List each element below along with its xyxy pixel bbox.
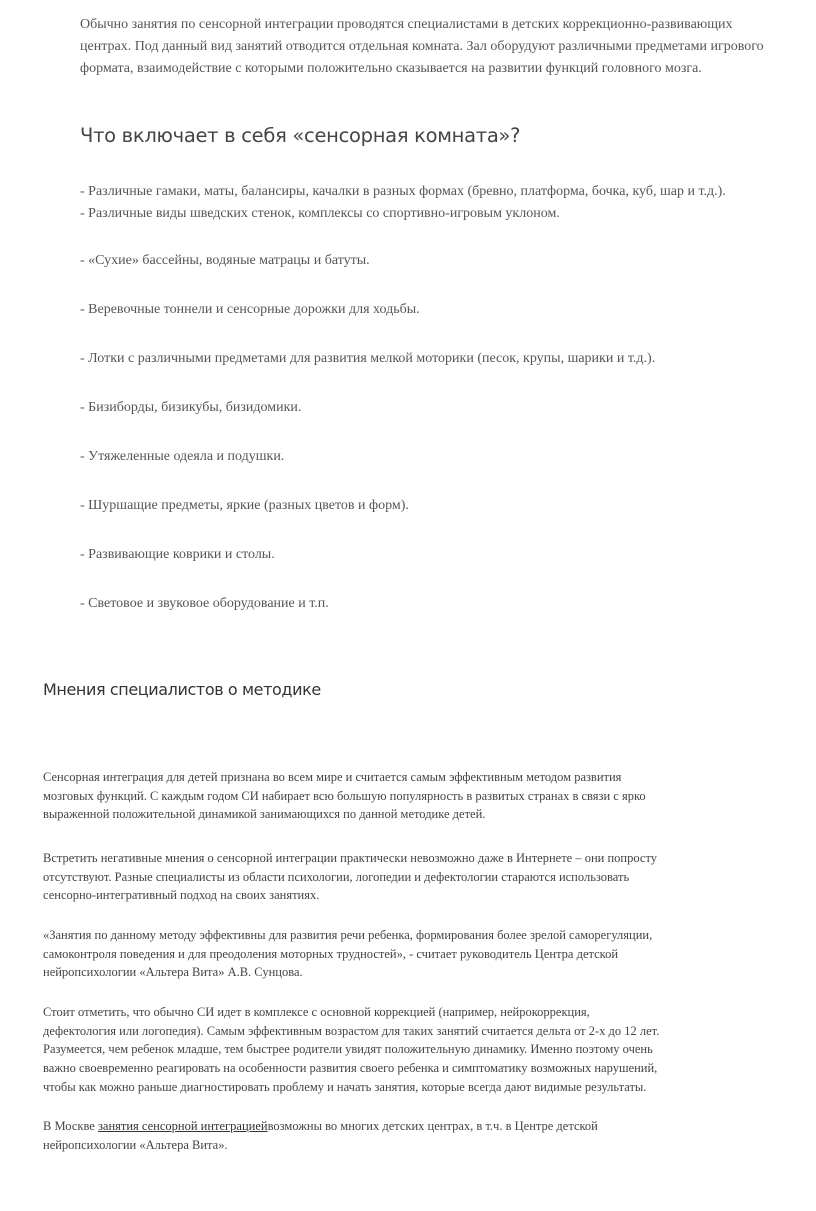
list-item: - Лотки с различными предметами для развития мелкой моторики (песок, крупы, шарики и т.д.). <box>80 351 656 366</box>
moscow-text-end: возможны во многих детских центрах, в т.ч. в Центре детской нейропсихологии «Альтера Вита». <box>43 1119 598 1152</box>
opinions-paragraph-2: Встретить негативные мнения о сенсорной интеграции практически невозможно даже в Интернете – они попросту отсутствуют. Разные специалисты из области психологии, логопедии и дефектологии стараются использовать сенсорно-интегративный подход на своих занятиях. <box>43 851 658 903</box>
opinions-paragraph-4: Стоит отметить, что обычно СИ идет в комплексе с основной коррекцией (например, нейрокоррекция, дефектология или логопедия). Самым эффективным возрастом для таких занятий считается дельта от 2-х до 12 лет. Разумеется, чем ребенок младше, тем быстрее родители увидят положительную динамику. Именно поэтому очень важно своевременно реагировать на особенности развития своего ребенка и симптоматику возможных нарушений, чтобы как можно раньше диагностировать проблему и начать занятия, которые всегда дают видимые результаты. <box>43 1005 660 1094</box>
list-item: - Бизиборды, бизикубы, бизидомики. <box>80 400 302 415</box>
moscow-text-start: В Москве <box>43 1119 98 1133</box>
list-item: - Веревочные тоннели и сенсорные дорожки для ходьбы. <box>80 302 420 317</box>
section-title-sensory-room: Что включает в себя «сенсорная комната»? <box>80 124 521 147</box>
list-item: - Различные гамаки, маты, балансиры, качалки в разных формах (бревно, платформа, бочка, куб, шар и т.д.). <box>80 184 726 199</box>
quote-paragraph: «Занятия по данному методу эффективны для развития речи ребенка, формирования более зрелой саморегуляции, самоконтроля поведения и для преодоления моторных трудностей», - считает руководитель Центра детской нейропсихологии «Альтера Вита» А.В. Сунцова. <box>43 928 653 980</box>
opinions-paragraph-1: Сенсорная интеграция для детей признана во всем мире и считается самым эффективным методом развития мозговых функций. С каждым годом СИ набирает всю большую популярность в развитых странах в связи с ярко выраженной положительной динамикой занимающихся по данной методике детей. <box>43 770 646 822</box>
section-title-opinions: Мнения специалистов о методике <box>43 680 321 699</box>
list-item: - Развивающие коврики и столы. <box>80 547 275 562</box>
list-item: - Шуршащие предметы, яркие (разных цветов и форм). <box>80 498 409 513</box>
list-item: - Утяжеленные одеяла и подушки. <box>80 449 285 464</box>
moscow-paragraph <box>43 1117 663 1154</box>
list-item: - Различные виды шведских стенок, комплексы со спортивно-игровым уклоном. <box>80 206 560 221</box>
list-item: - «Сухие» бассейны, водяные матрацы и батуты. <box>80 253 370 268</box>
intro-paragraph: Обычно занятия по сенсорной интеграции проводятся специалистами в детских коррекционно-развивающих центрах. Под данный вид занятий отводится отдельная комната. Зал оборудуют различными предметами игрового формата, взаимодействие с которыми положительно сказывается на развитии функций головного мозга. <box>80 17 764 76</box>
sensory-integration-link[interactable]: занятия сенсорной интеграцией <box>97 1119 268 1133</box>
list-item: - Световое и звуковое оборудование и т.п. <box>80 596 329 611</box>
